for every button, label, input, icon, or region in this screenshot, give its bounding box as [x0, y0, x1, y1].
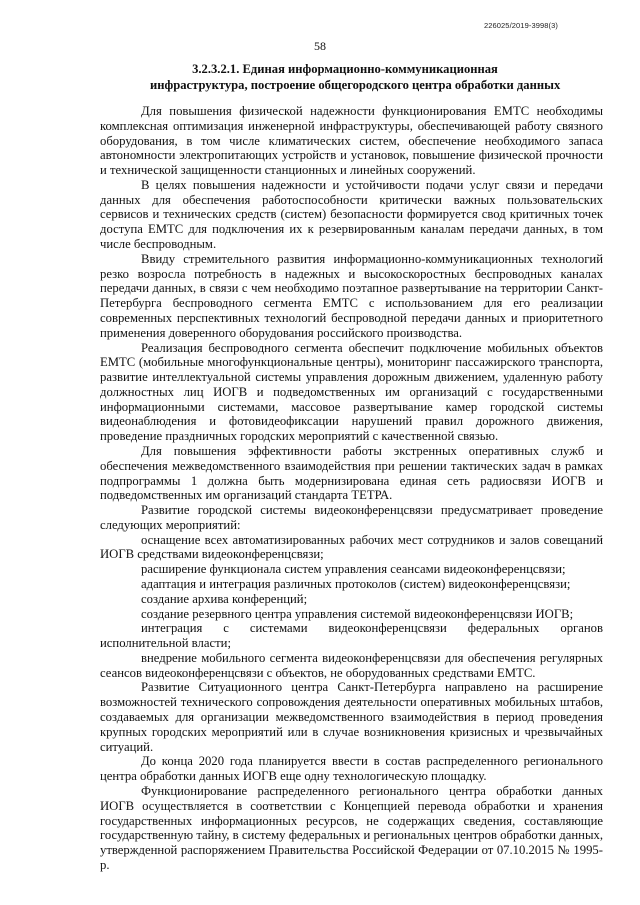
- list-item: расширение функционала систем управления сеансами видеоконференцсвязи;: [141, 562, 566, 577]
- section-heading-line-1: 3.2.3.2.1. Единая информационно-коммуникационная: [192, 62, 498, 76]
- paragraph: Для повышения физической надежности функционирования ЕМТС необходимы комплексная оптимизация инженерной инфраструктуры, обеспечивающей работу связного оборудования, в том числе климатических систем, обеспечение необходимого запаса автономности электропитающих устройств и установок, повышение физической прочности и технической защищенности станционных и линейных сооружений.: [100, 104, 603, 178]
- document-id: 226025/2019-3998(3): [483, 21, 558, 30]
- paragraph: Для повышения эффективности работы экстренных оперативных служб и обеспечения межведомственного взаимодействия при решении тактических задач в рамках подпрограммы 1 должна быть модернизирована единая сеть радиосвязи ИОГВ и подведомственных им организаций стандарта ТЕТРА.: [100, 443, 603, 503]
- section-heading-line-2: инфраструктура, построение общегородского центра обработки данных: [150, 78, 561, 92]
- list-item: создание архива конференций;: [141, 591, 308, 606]
- paragraph: Функционирование распределенного регионального центра обработки данных ИОГВ осуществляется в соответствии с Концепцией перевода обработки и хранения государственных информационных ресурсов, не содержащих сведения, составляющие государственную тайну, в систему федеральных и региональных центров обработки данных, утвержденной распоряжением Правительства Российской Федерации от 07.10.2015 № 1995-р.: [100, 783, 603, 872]
- section-heading: [150, 61, 561, 93]
- list-item: создание резервного центра управления системой видеоконференцсвязи ИОГВ;: [141, 606, 574, 621]
- paragraph: Реализация беспроводного сегмента обеспечит подключение мобильных объектов ЕМТС (мобильные многофункциональные центры), мониторинг пассажирского транспорта, развитие интеллектуальной системы управления дорожным движением, удаленную работу должностных лиц ИОГВ и подведомственных им организаций с государственными информационными системами, массовое развертывание камер городской системы видеонаблюдения и фотовидеофиксации нарушений правил дорожного движения, проведение праздничных городских мероприятий с качественной связью.: [100, 340, 603, 444]
- list-item: адаптация и интеграция различных протоколов (систем) видеоконференцсвязи;: [141, 577, 571, 591]
- paragraph: В целях повышения надежности и устойчивости подачи услуг связи и передачи данных для обеспечения работоспособности критически важных пользовательских сервисов и технических средств (систем) безопасности формируется свод критичных точек доступа ЕМТС для подключения их к резервированным каналам передачи данных, в том числе беспроводным.: [100, 177, 603, 252]
- paragraph: Развитие городской системы видеоконференцсвязи предусматривает проведение следующих мероприятий:: [100, 503, 603, 532]
- page-number: 58: [314, 39, 326, 53]
- paragraph: Развитие Ситуационного центра Санкт-Петербурга направлено на расширение возможностей технического сопровождения деятельности оперативных мобильных штабов, создаваемых для организации межведомственного взаимодействия в период проведения крупных городских мероприятий или в случае возникновения кризисных и чрезвычайных ситуаций.: [100, 680, 603, 754]
- paragraph: Ввиду стремительного развития информационно-коммуникационных технологий резко возросла потребность в надежных и высокоскоростных беспроводных каналах передачи данных, в связи с чем необходимо поэтапное развертывание на территории Санкт-Петербурга беспроводного сегмента ЕМТС с использованием для его реализации современных перспективных технологий беспроводной передачи данных и приоритетного применения доверенного оборудования российского производства.: [100, 251, 603, 340]
- list-item: внедрение мобильного сегмента видеоконференцсвязи для обеспечения регулярных сеансов видеоконференцсвязи с объектов, не оборудованных средствами ЕМТС.: [100, 650, 603, 680]
- list-item: оснащение всех автоматизированных рабочих мест сотрудников и залов совещаний ИОГВ средствами видеоконференцсвязи;: [100, 532, 603, 562]
- paragraph: До конца 2020 года планируется ввести в состав распределенного регионального центра обработки данных ИОГВ еще одну технологическую площадку.: [100, 754, 603, 784]
- document-body: [100, 104, 603, 873]
- list-item: интеграция с системами видеоконференцсвязи федеральных органов исполнительной власти;: [100, 621, 603, 651]
